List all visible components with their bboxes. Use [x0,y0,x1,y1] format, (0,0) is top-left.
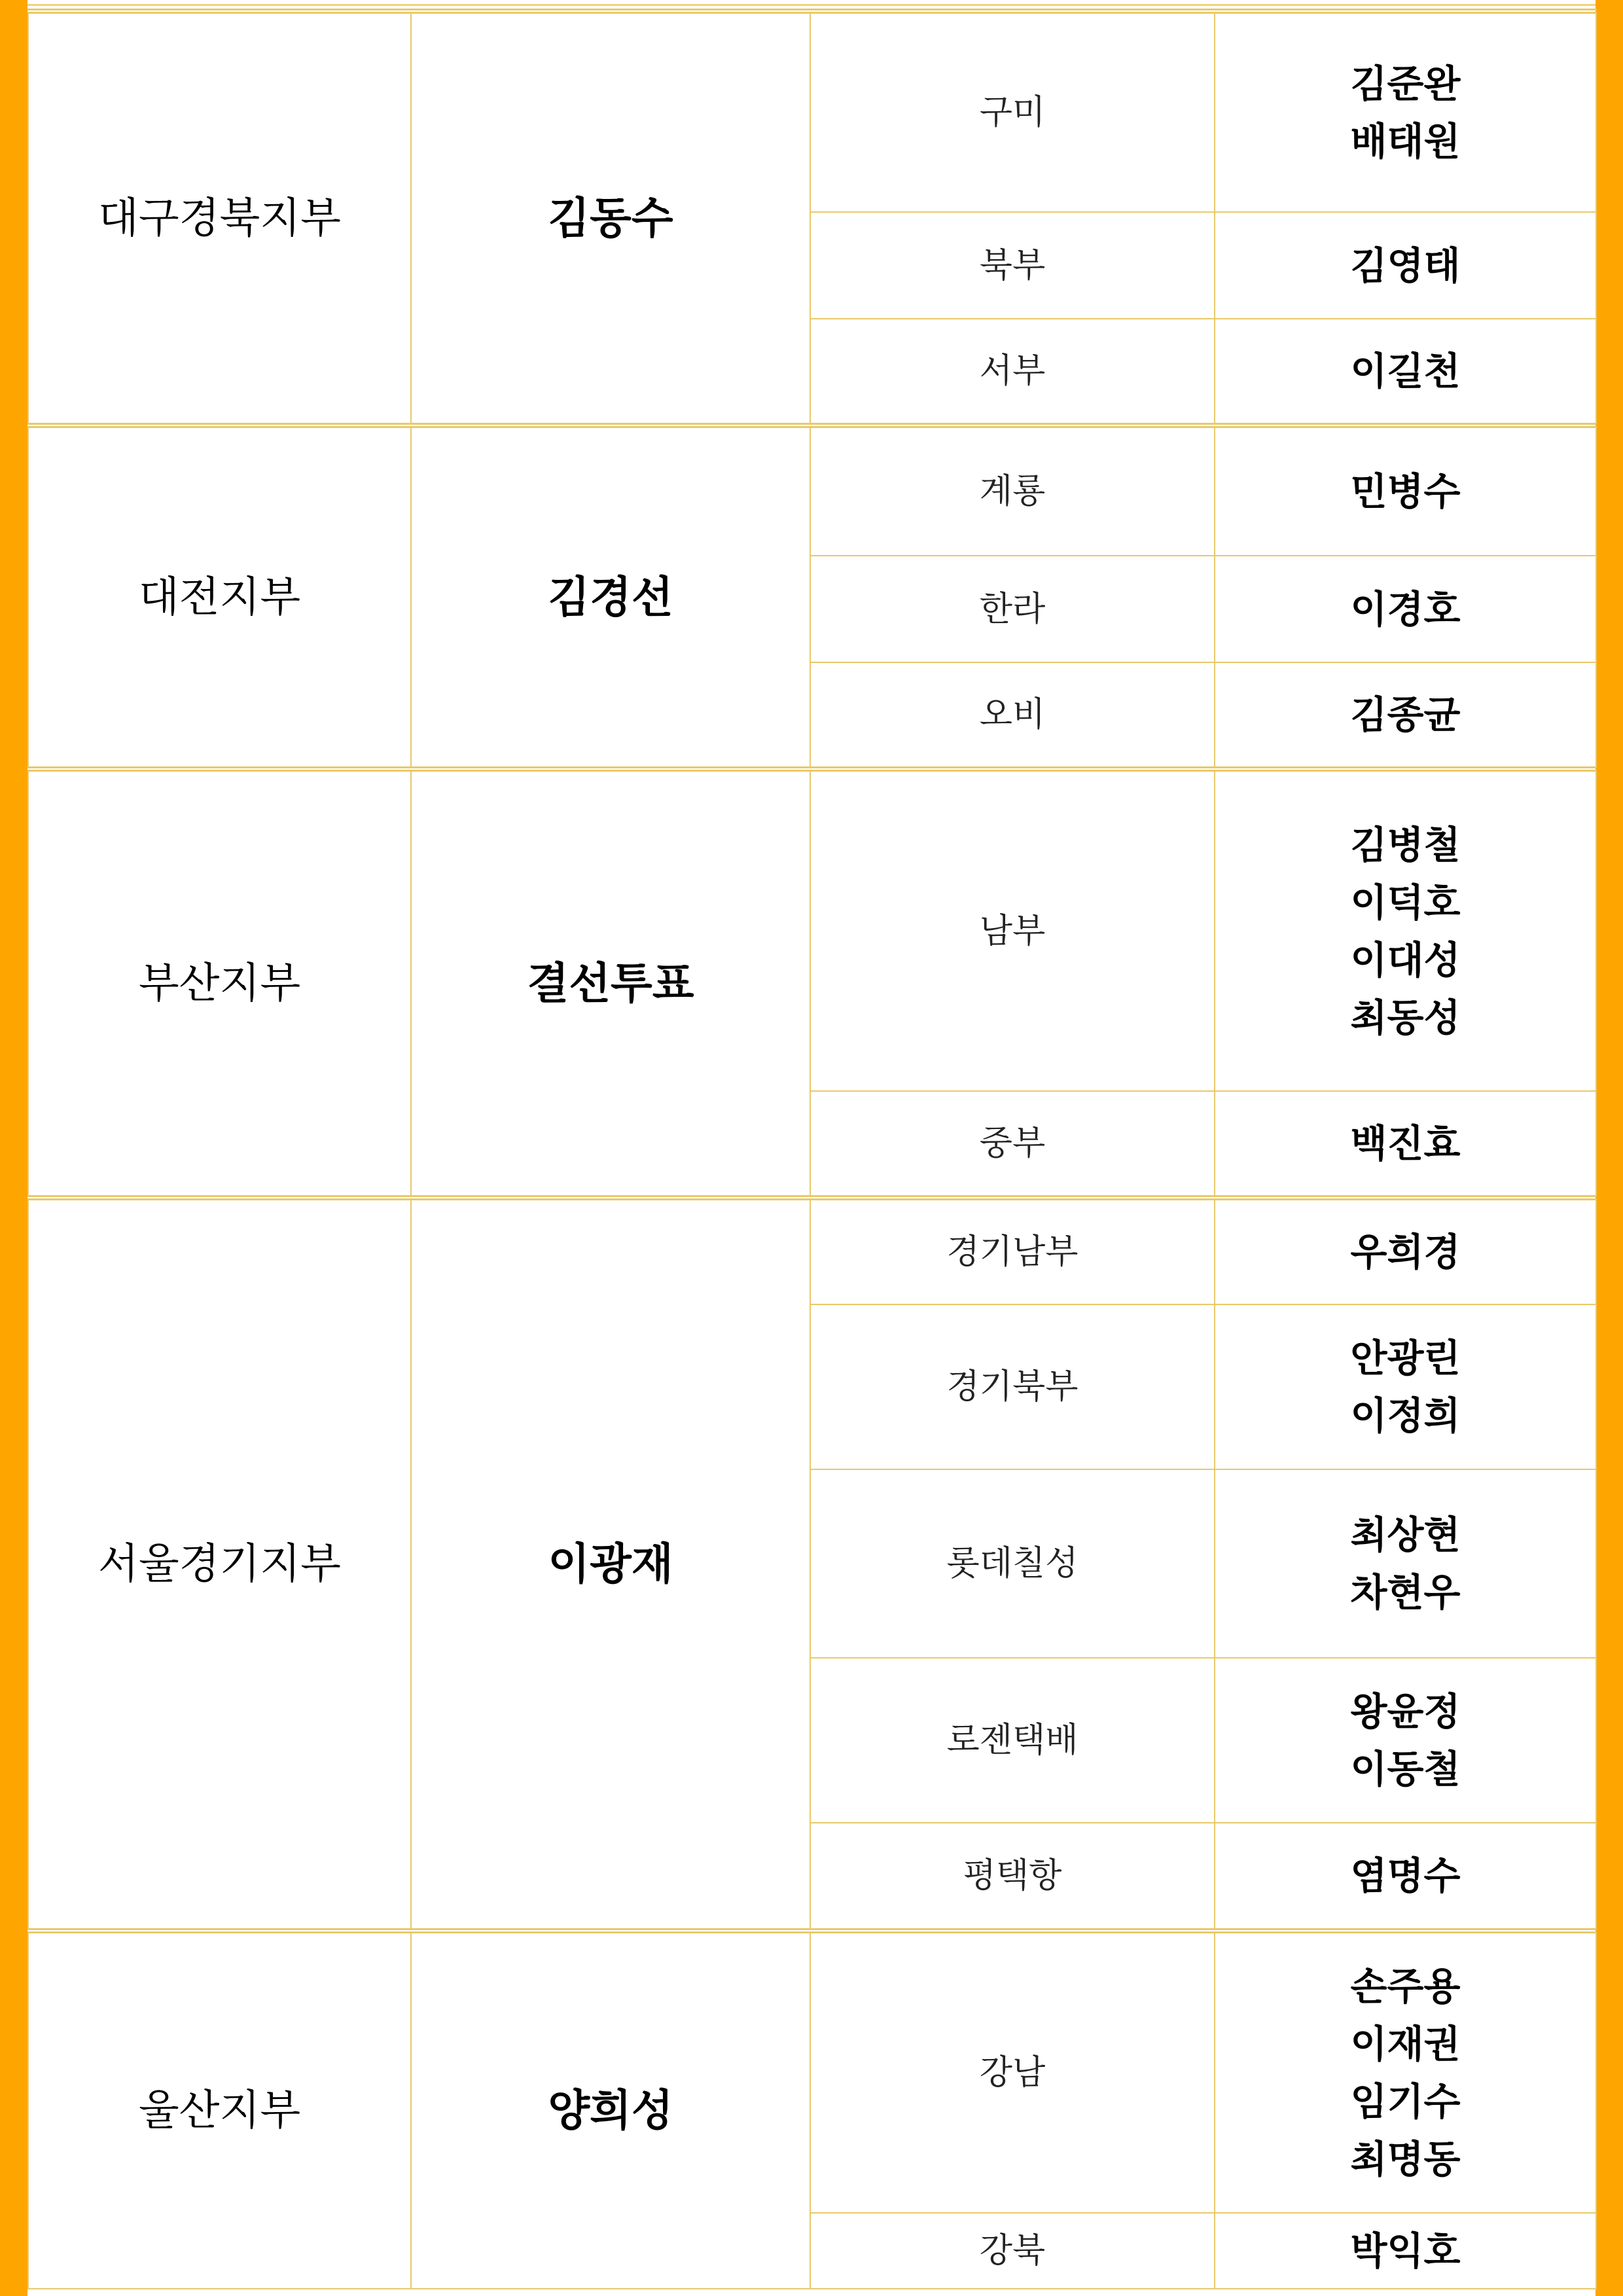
member-name: 이동철 [1350,1747,1461,1791]
branch-cell: 경기남부 [810,1198,1215,1304]
branch-cell: 평택항 [810,1823,1215,1931]
member-name: 임기수 [1350,2079,1461,2124]
member-name: 우희경 [1350,1230,1461,1274]
member-name: 왕윤정 [1350,1689,1461,1734]
member-name: 이재권 [1350,2022,1461,2066]
member-name: 김영태 [1350,243,1461,288]
branch-cell: 한라 [810,556,1215,662]
leader-cell: 양희성 [411,1931,810,2289]
table-row [28,769,1596,1091]
member-name: 차현우 [1350,1570,1461,1615]
branch-cell: 오비 [810,662,1215,769]
branch-cell: 중부 [810,1091,1215,1198]
member-name: 최상현 [1350,1513,1461,1557]
region-cell: 서울경기지부 [28,1198,411,1931]
region-cell: 대전지부 [28,425,411,769]
branch-cell: 계룡 [810,425,1215,556]
leader-cell: 결선투표 [411,769,810,1198]
members-cell [1215,662,1596,769]
table-row [28,425,1596,556]
member-name: 이길천 [1350,349,1461,393]
members-cell [1215,2213,1596,2289]
members-cell [1215,1198,1596,1304]
member-name: 손주용 [1350,1964,1461,2009]
table-row [28,11,1596,212]
member-name: 배태원 [1350,119,1461,164]
members-cell [1215,1931,1596,2213]
member-name: 김준완 [1350,62,1461,106]
members-cell [1215,1304,1596,1469]
branch-cell: 롯데칠성 [810,1469,1215,1658]
member-name: 최동성 [1350,995,1461,1040]
members-cell [1215,319,1596,425]
right-accent-bar [1596,0,1623,2296]
member-name: 박익호 [1350,2229,1461,2273]
left-accent-bar [0,0,27,2296]
member-name: 최명동 [1350,2137,1461,2181]
members-cell [1215,425,1596,556]
leader-cell: 이광재 [411,1198,810,1931]
members-cell [1215,212,1596,319]
branch-cell: 남부 [810,769,1215,1091]
member-name: 백진효 [1350,1121,1461,1166]
members-cell [1215,556,1596,662]
member-name: 이경호 [1350,586,1461,632]
leader-cell: 김동수 [411,11,810,425]
branch-cell: 서부 [810,319,1215,425]
member-name: 이대성 [1350,937,1461,982]
branch-cell: 강남 [810,1931,1215,2213]
members-cell [1215,1469,1596,1658]
members-cell [1215,1091,1596,1198]
members-cell [1215,1658,1596,1823]
region-cell: 울산지부 [28,1931,411,2289]
member-name: 김종균 [1350,692,1461,737]
branch-roster-table [27,9,1597,2289]
branch-cell: 강북 [810,2213,1215,2289]
region-cell: 부산지부 [28,769,411,1198]
member-name: 염명수 [1350,1854,1461,1898]
member-name: 안광린 [1350,1336,1461,1380]
table-row [28,1931,1596,2213]
region-cell: 대구경북지부 [28,11,411,425]
leader-cell: 김경선 [411,425,810,769]
branch-cell: 경기북부 [810,1304,1215,1469]
branch-cell: 구미 [810,11,1215,212]
member-name: 이정희 [1350,1393,1461,1438]
branch-cell: 북부 [810,212,1215,319]
members-cell [1215,1823,1596,1931]
member-name: 이덕호 [1350,880,1461,925]
member-name: 민병수 [1350,469,1461,514]
members-cell [1215,11,1596,212]
table-row [28,1198,1596,1304]
top-border-line [27,4,1596,6]
member-name: 김병철 [1350,822,1461,867]
members-cell [1215,769,1596,1091]
branch-cell: 로젠택배 [810,1658,1215,1823]
